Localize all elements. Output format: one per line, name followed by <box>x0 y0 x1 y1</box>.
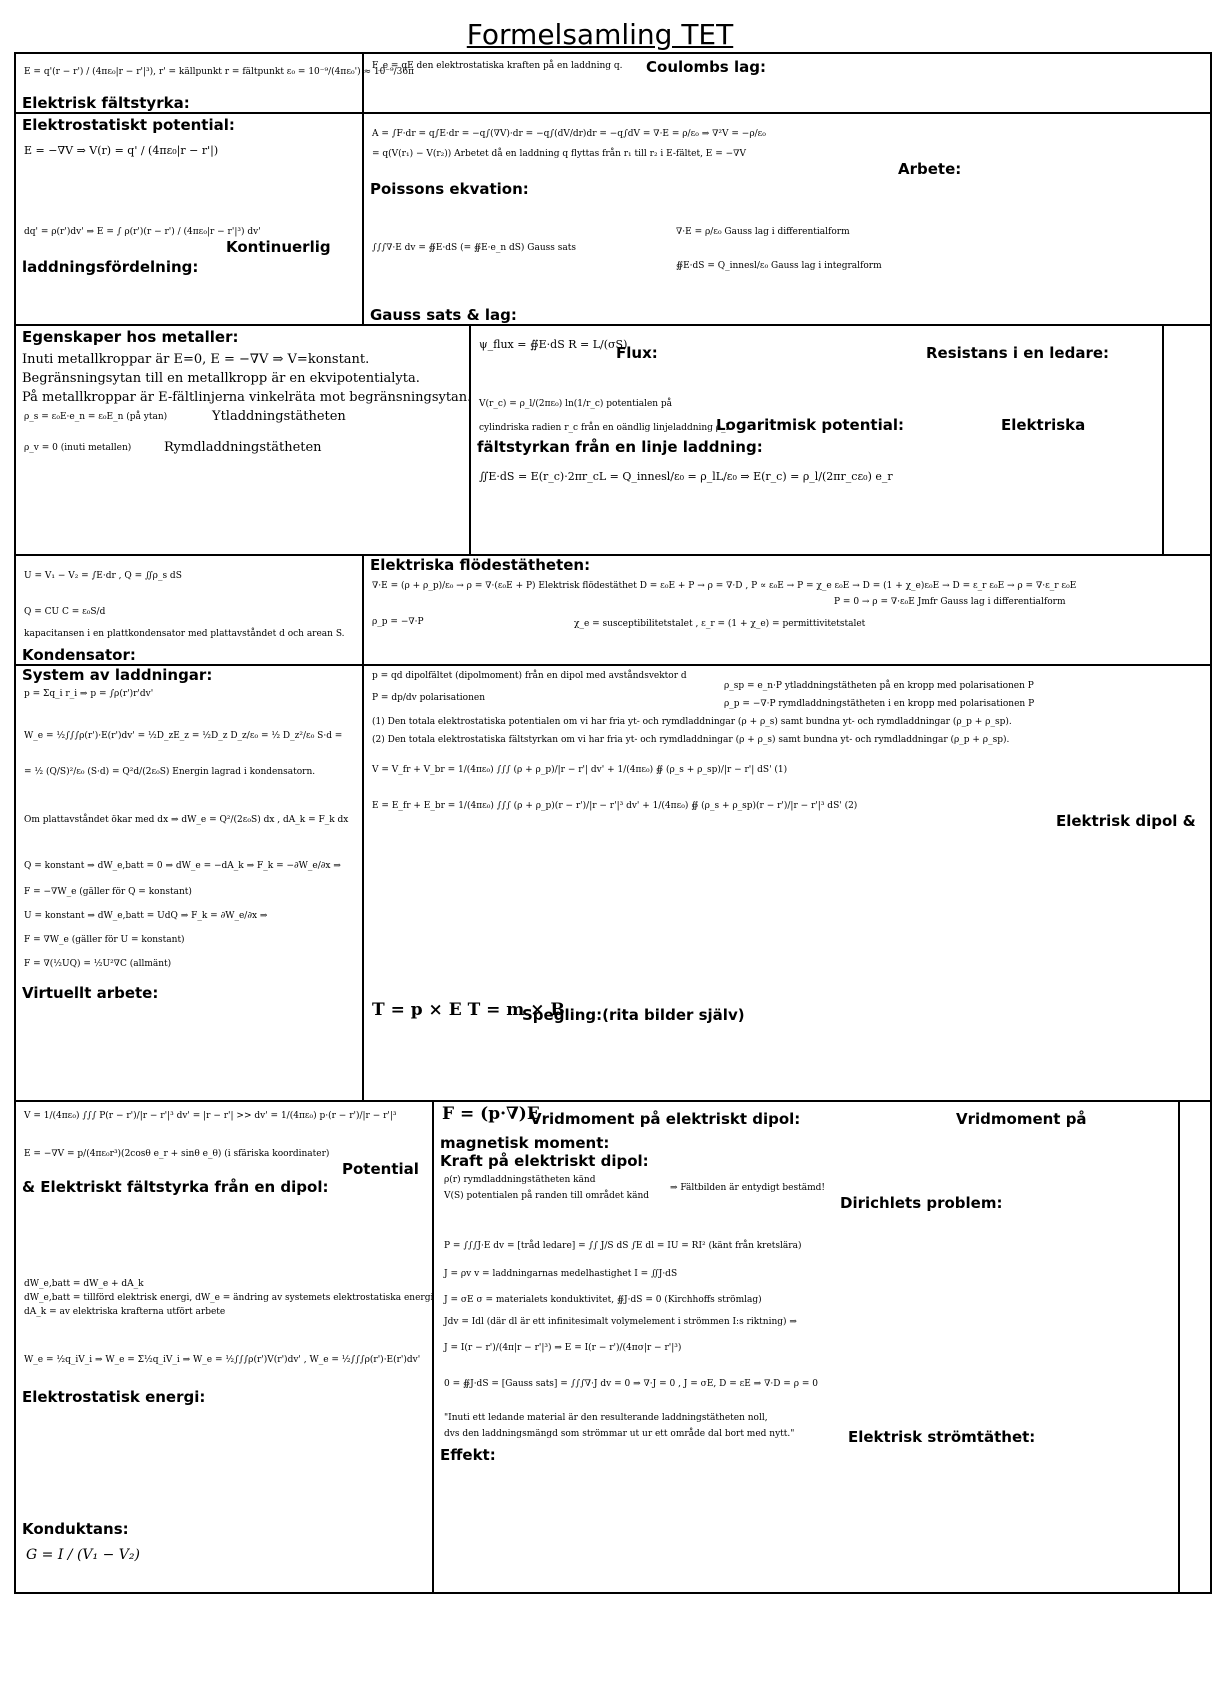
arbete-formula-1: A = ∫F·dr = q∫E·dr = −q∫(∇V)·dr = −q∫(dV/dr)dr = −q∫dV = ∇·E = ρ/ε₀ ⇒ ∇²V = −ρ/ε₀ <box>372 129 766 139</box>
arbete-formula-2: = q(V(r₁) − V(r₂)) Arbetet då en laddning q flyttas från r₁ till r₂ i E-fältet, E = −∇V <box>372 149 746 159</box>
section-faltstyrka <box>14 52 415 114</box>
faltstyrka-formula: E = q'(r − r') / (4πε₀|r − r'|³), r' = källpunkt r = fältpunkt ε₀ = 10⁻⁹/(4πε₀') ≈ 10⁻⁹/36π <box>24 67 415 77</box>
log-heading: Logaritmisk potential: <box>716 416 904 434</box>
kondensator-heading: Kondensator: <box>22 646 136 664</box>
energy-line-3: dA_k = av elektriska krafterna utfört arbete <box>24 1307 226 1317</box>
metaller-heading: Egenskaper hos metaller: <box>22 328 239 346</box>
dipol-line-7: V = V_fr + V_br = 1/(4πε₀) ∫∫∫ (ρ + ρ_p)/|r − r'| dv' + 1/(4πε₀) ∯ (ρ_s + ρ_sp)/|r − r'| dS' (1) <box>372 765 788 775</box>
log-text: cylindriska radien r_c från en oändlig linjeladdning ρ_l <box>479 423 729 433</box>
dirichlet-line-1: ρ(r) rymdladdningstätheten känd <box>444 1175 596 1185</box>
konduktans-heading: Konduktans: <box>22 1520 129 1538</box>
dipol-heading-right: Elektrisk dipol & <box>1056 812 1196 830</box>
strom-line-3: J = σE σ = materialets konduktivitet, ∯J·dS = 0 (Kirchhoffs strömlag) <box>444 1295 762 1305</box>
section-strom <box>432 1100 1180 1594</box>
gauss-heading: Gauss sats & lag: <box>370 306 517 324</box>
vridmoment-heading-2: Vridmoment på <box>956 1110 1087 1128</box>
section-flodestathet <box>362 554 1212 666</box>
strom-line-5: J = I(r − r')/(4π|r − r'|³) ⇒ E = I(r − r')/(4πσ|r − r'|³) <box>444 1343 682 1353</box>
metaller-line-2: Begränsningsytan till en metallkropp är en ekvipotentialyta. <box>22 371 420 386</box>
coulomb-heading: Coulombs lag: <box>646 58 766 76</box>
section-system <box>14 664 364 1102</box>
system-line-9: F = ∇(½UQ) = ½U²∇C (allmänt) <box>24 959 172 969</box>
torque-formula: T = p × E T = m × B <box>372 1000 565 1020</box>
linje-heading: fältstyrkan från en linje laddning: <box>477 438 763 456</box>
elektriska-heading: Elektriska <box>1001 416 1086 434</box>
system-line-1: p = Σq_i r_i ⇒ p = ∫ρ(r')r'dv' <box>24 689 154 699</box>
section-metaller <box>14 324 471 556</box>
dirichlet-line-3: ⇒ Fältbilden är entydigt bestämd! <box>670 1183 825 1193</box>
flodestathet-formula-4: χ_e = susceptibilitetstalet , ε_r = (1 + χ_e) = permittivitetstalet <box>574 619 866 629</box>
dipol-line-3: ρ_sp = e_n·P ytladdningstätheten på en kropp med polarisationen P <box>724 681 1034 691</box>
spegling-heading: Spegling:(rita bilder själv) <box>522 1006 745 1024</box>
linje-formula: ∬E·dS = E(r_c)·2πr_cL = Q_innesl/ε₀ = ρ_lL/ε₀ ⇒ E(r_c) = ρ_l/(2πr_cε₀) e_r <box>479 470 893 483</box>
effekt-heading: Effekt: <box>440 1446 496 1464</box>
system-line-5: Q = konstant ⇒ dW_e,batt = 0 ⇒ dW_e = −dA_k ⇒ F_k = −∂W_e/∂x ⇒ <box>24 861 341 871</box>
flux-formula: ψ_flux = ∯E·dS R = L/(σS) <box>479 338 628 351</box>
faltstyrka-heading: Elektrisk fältstyrka: <box>22 94 190 112</box>
coulomb-formula: F_e = qE den elektrostatiska kraften på en laddning q. <box>372 61 623 71</box>
system-line-6: F = −∇W_e (gäller för Q = konstant) <box>24 887 192 897</box>
system-line-3: = ½ (Q/S)²/ε₀ (S·d) = Q²d/(2ε₀S) Energin lagrad i kondensatorn. <box>24 767 316 777</box>
dipol-line-1: p = qd dipolfältet (dipolmoment) från en dipol med avståndsvektor d <box>372 671 687 681</box>
metaller-line-1: Inuti metallkroppar är E=0, E = −∇V ⇒ V=konstant. <box>22 352 370 367</box>
continuous-heading-1: Kontinuerlig <box>226 238 331 256</box>
continuous-heading-2: laddningsfördelning: <box>22 258 199 276</box>
potential-formula: E = −∇V ⇒ V(r) = q' / (4πε₀|r − r'|) <box>24 144 219 157</box>
energy-formula: W_e = ½q_iV_i ⇒ W_e = Σ½q_iV_i ⇒ W_e = ½∫∫∫ρ(r')V(r')dv' , W_e = ½∫∫∫ρ(r')·E(r')dv' <box>24 1355 421 1365</box>
section-corner <box>1162 324 1212 556</box>
rymd-text: Rymdladdningstätheten <box>164 440 322 455</box>
flodestathet-formula-1: ∇·E = (ρ + ρ_p)/ε₀ → ρ = ∇·(ε₀E + P) Elektrisk flödestäthet D = ε₀E + P → ρ = ∇·D , P ∝ ε₀E → P = χ_e ε₀E → D = (1 + χ_e)ε₀E → D = ε_r ε₀E → ρ = ∇·ε_r ε₀E <box>372 581 1077 591</box>
dipol-line-4: ρ_p = −∇·P rymdladdningstätheten i en kropp med polarisationen P <box>724 699 1035 709</box>
konduktans-formula: G = I / (V₁ − V₂) <box>26 1547 140 1563</box>
energy-line-1: dW_e,batt = dW_e + dA_k <box>24 1279 144 1289</box>
section-arbete-gauss <box>362 112 1212 326</box>
flodestathet-formula-2: P = 0 → ρ = ∇·ε₀E Jmfr Gauss lag i differentialform <box>834 597 1066 607</box>
system-line-2: W_e = ½∫∫∫ρ(r')·E(r')dv' = ½D_zE_z = ½D_z D_z/ε₀ = ½ D_z²/ε₀ S·d = <box>24 731 343 741</box>
energi-heading: Elektrostatisk energi: <box>22 1388 206 1406</box>
gauss-int-formula: ∯E·dS = Q_innesl/ε₀ Gauss lag i integralform <box>676 261 882 271</box>
strom-line-8: dvs den laddningsmängd som strömmar ut ur ett område dal bort med nytt." <box>444 1429 795 1439</box>
dipol-line-8: E = E_fr + E_br = 1/(4πε₀) ∫∫∫ (ρ + ρ_p)(r − r')/|r − r'|³ dv' + 1/(4πε₀) ∯ (ρ_s + ρ_sp)(r − r')/|r − r'|³ dS' (2) <box>372 801 858 811</box>
force-formula: F = (p·∇)E <box>442 1104 540 1124</box>
ytladdning-text: Ytladdningstätheten <box>212 409 346 424</box>
kondensator-formula-2: Q = CU C = ε₀S/d <box>24 607 106 617</box>
arbete-heading: Arbete: <box>898 160 962 178</box>
system-line-8: F = ∇W_e (gäller för U = konstant) <box>24 935 185 945</box>
virtuellt-heading: Virtuellt arbete: <box>22 984 159 1002</box>
system-heading: System av laddningar: <box>22 666 213 684</box>
continuous-formula: dq' = ρ(r')dv' ⇒ E = ∫ ρ(r')(r − r') / (4πε₀|r − r'|³) dv' <box>24 227 261 237</box>
dirichlet-line-2: V(S) potentialen på randen till området känd <box>444 1191 650 1201</box>
section-dipol <box>362 664 1212 1102</box>
section-flux <box>469 324 1164 556</box>
dipol-line-2: P = dp/dv polarisationen <box>372 693 486 703</box>
section-kondensator <box>14 554 364 666</box>
section-potential <box>14 112 364 326</box>
magnetisk-heading: magnetisk moment: <box>440 1134 610 1152</box>
gauss-sats-formula: ∫∫∫∇·E dv = ∯E·dS (= ∯E·e_n dS) Gauss sats <box>372 243 576 253</box>
potential-heading: Elektrostatiskt potential: <box>22 116 235 134</box>
strom-line-1: P = ∫∫∫J·E dv = [tråd ledare] = ∫∫ J/S dS ∫E dl = IU = RI² (känt från kretslära) <box>444 1241 802 1251</box>
strom-line-2: J = ρv v = laddningarnas medelhastighet I = ∬J·dS <box>444 1269 678 1279</box>
strom-line-7: "Inuti ett ledande material är den resulterande laddningstätheten noll, <box>444 1413 768 1423</box>
rymd-formula: ρ_v = 0 (inuti metallen) <box>24 443 132 453</box>
log-formula: V(r_c) = ρ_l/(2πε₀) ln(1/r_c) potentialen på <box>479 399 673 409</box>
dipol-line-5: (1) Den totala elektrostatiska potentialen om vi har fria yt- och rymdladdningar (ρ + ρ_s) samt bundna yt- och rymdladdningar (ρ_p + ρ_sp). <box>372 717 1012 727</box>
flux-heading: Flux: <box>616 344 658 362</box>
section-potential-dipol <box>14 1100 434 1594</box>
kondensator-formula-1: U = V₁ − V₂ = ∫E·dr , Q = ∬ρ_s dS <box>24 571 182 581</box>
section-coulomb <box>362 52 1212 114</box>
potential-dipol-heading-1: Potential <box>342 1160 419 1178</box>
strom-line-4: Jdv = Idl (där dl är ett infinitesimalt volymelement i strömmen I:s riktning) ⇒ <box>444 1317 797 1327</box>
kondensator-formula-3: kapacitansen i en plattkondensator med plattavståndet d och arean S. <box>24 629 345 639</box>
poisson-heading: Poissons ekvation: <box>370 180 529 198</box>
vridmoment-heading: Vridmoment på elektriskt dipol: <box>530 1110 801 1128</box>
flodestathet-formula-3: ρ_p = −∇·P <box>372 617 424 627</box>
flodestathet-heading: Elektriska flödestätheten: <box>370 556 591 574</box>
dirichlet-heading: Dirichlets problem: <box>840 1194 1003 1212</box>
page-title: Formelsamling TET <box>466 18 734 51</box>
section-corner-bottom <box>1178 1100 1212 1594</box>
kraft-heading: Kraft på elektriskt dipol: <box>440 1152 649 1170</box>
metaller-line-3: På metallkroppar är E-fältlinjerna vinkelräta mot begränsningsytan. <box>22 390 472 405</box>
ytladdning-formula: ρ_s = ε₀E·e_n = ε₀E_n (på ytan) <box>24 412 168 422</box>
dipol-line-6: (2) Den totala elektrostatiska fältstyrkan om vi har fria yt- och rymdladdningar (ρ + ρ_s) samt bundna yt- och rymdladdningar (ρ_p + ρ_sp). <box>372 735 1010 745</box>
strom-line-6: 0 = ∯J·dS = [Gauss sats] = ∫∫∫∇·J dv = 0 ⇒ ∇·J = 0 , J = σE, D = εE ⇒ ∇·D = ρ = 0 <box>444 1379 818 1389</box>
potential-dipol-formula-2: E = −∇V = p/(4πε₀r³)(2cosθ e_r + sinθ e_θ) (i sfäriska koordinater) <box>24 1149 330 1159</box>
system-line-4: Om plattavståndet ökar med dx ⇒ dW_e = Q²/(2ε₀S) dx , dA_k = F_k dx <box>24 815 349 825</box>
energy-line-2: dW_e,batt = tillförd elektrisk energi, dW_e = ändring av systemets elektrostatiska energi <box>24 1293 434 1303</box>
system-line-7: U = konstant ⇒ dW_e,batt = UdQ ⇒ F_k = ∂W_e/∂x ⇒ <box>24 911 268 921</box>
potential-dipol-heading-2: & Elektriskt fältstyrka från en dipol: <box>22 1178 329 1196</box>
resistans-heading: Resistans i en ledare: <box>926 344 1110 362</box>
potential-dipol-formula-1: V = 1/(4πε₀) ∫∫∫ P(r − r')/|r − r'|³ dv' = |r − r'| >> dv' = 1/(4πε₀) p·(r − r')/|r − r'|³ <box>24 1111 397 1121</box>
gauss-diff-formula: ∇·E = ρ/ε₀ Gauss lag i differentialform <box>676 227 850 237</box>
stromtathet-heading: Elektrisk strömtäthet: <box>848 1428 1036 1446</box>
